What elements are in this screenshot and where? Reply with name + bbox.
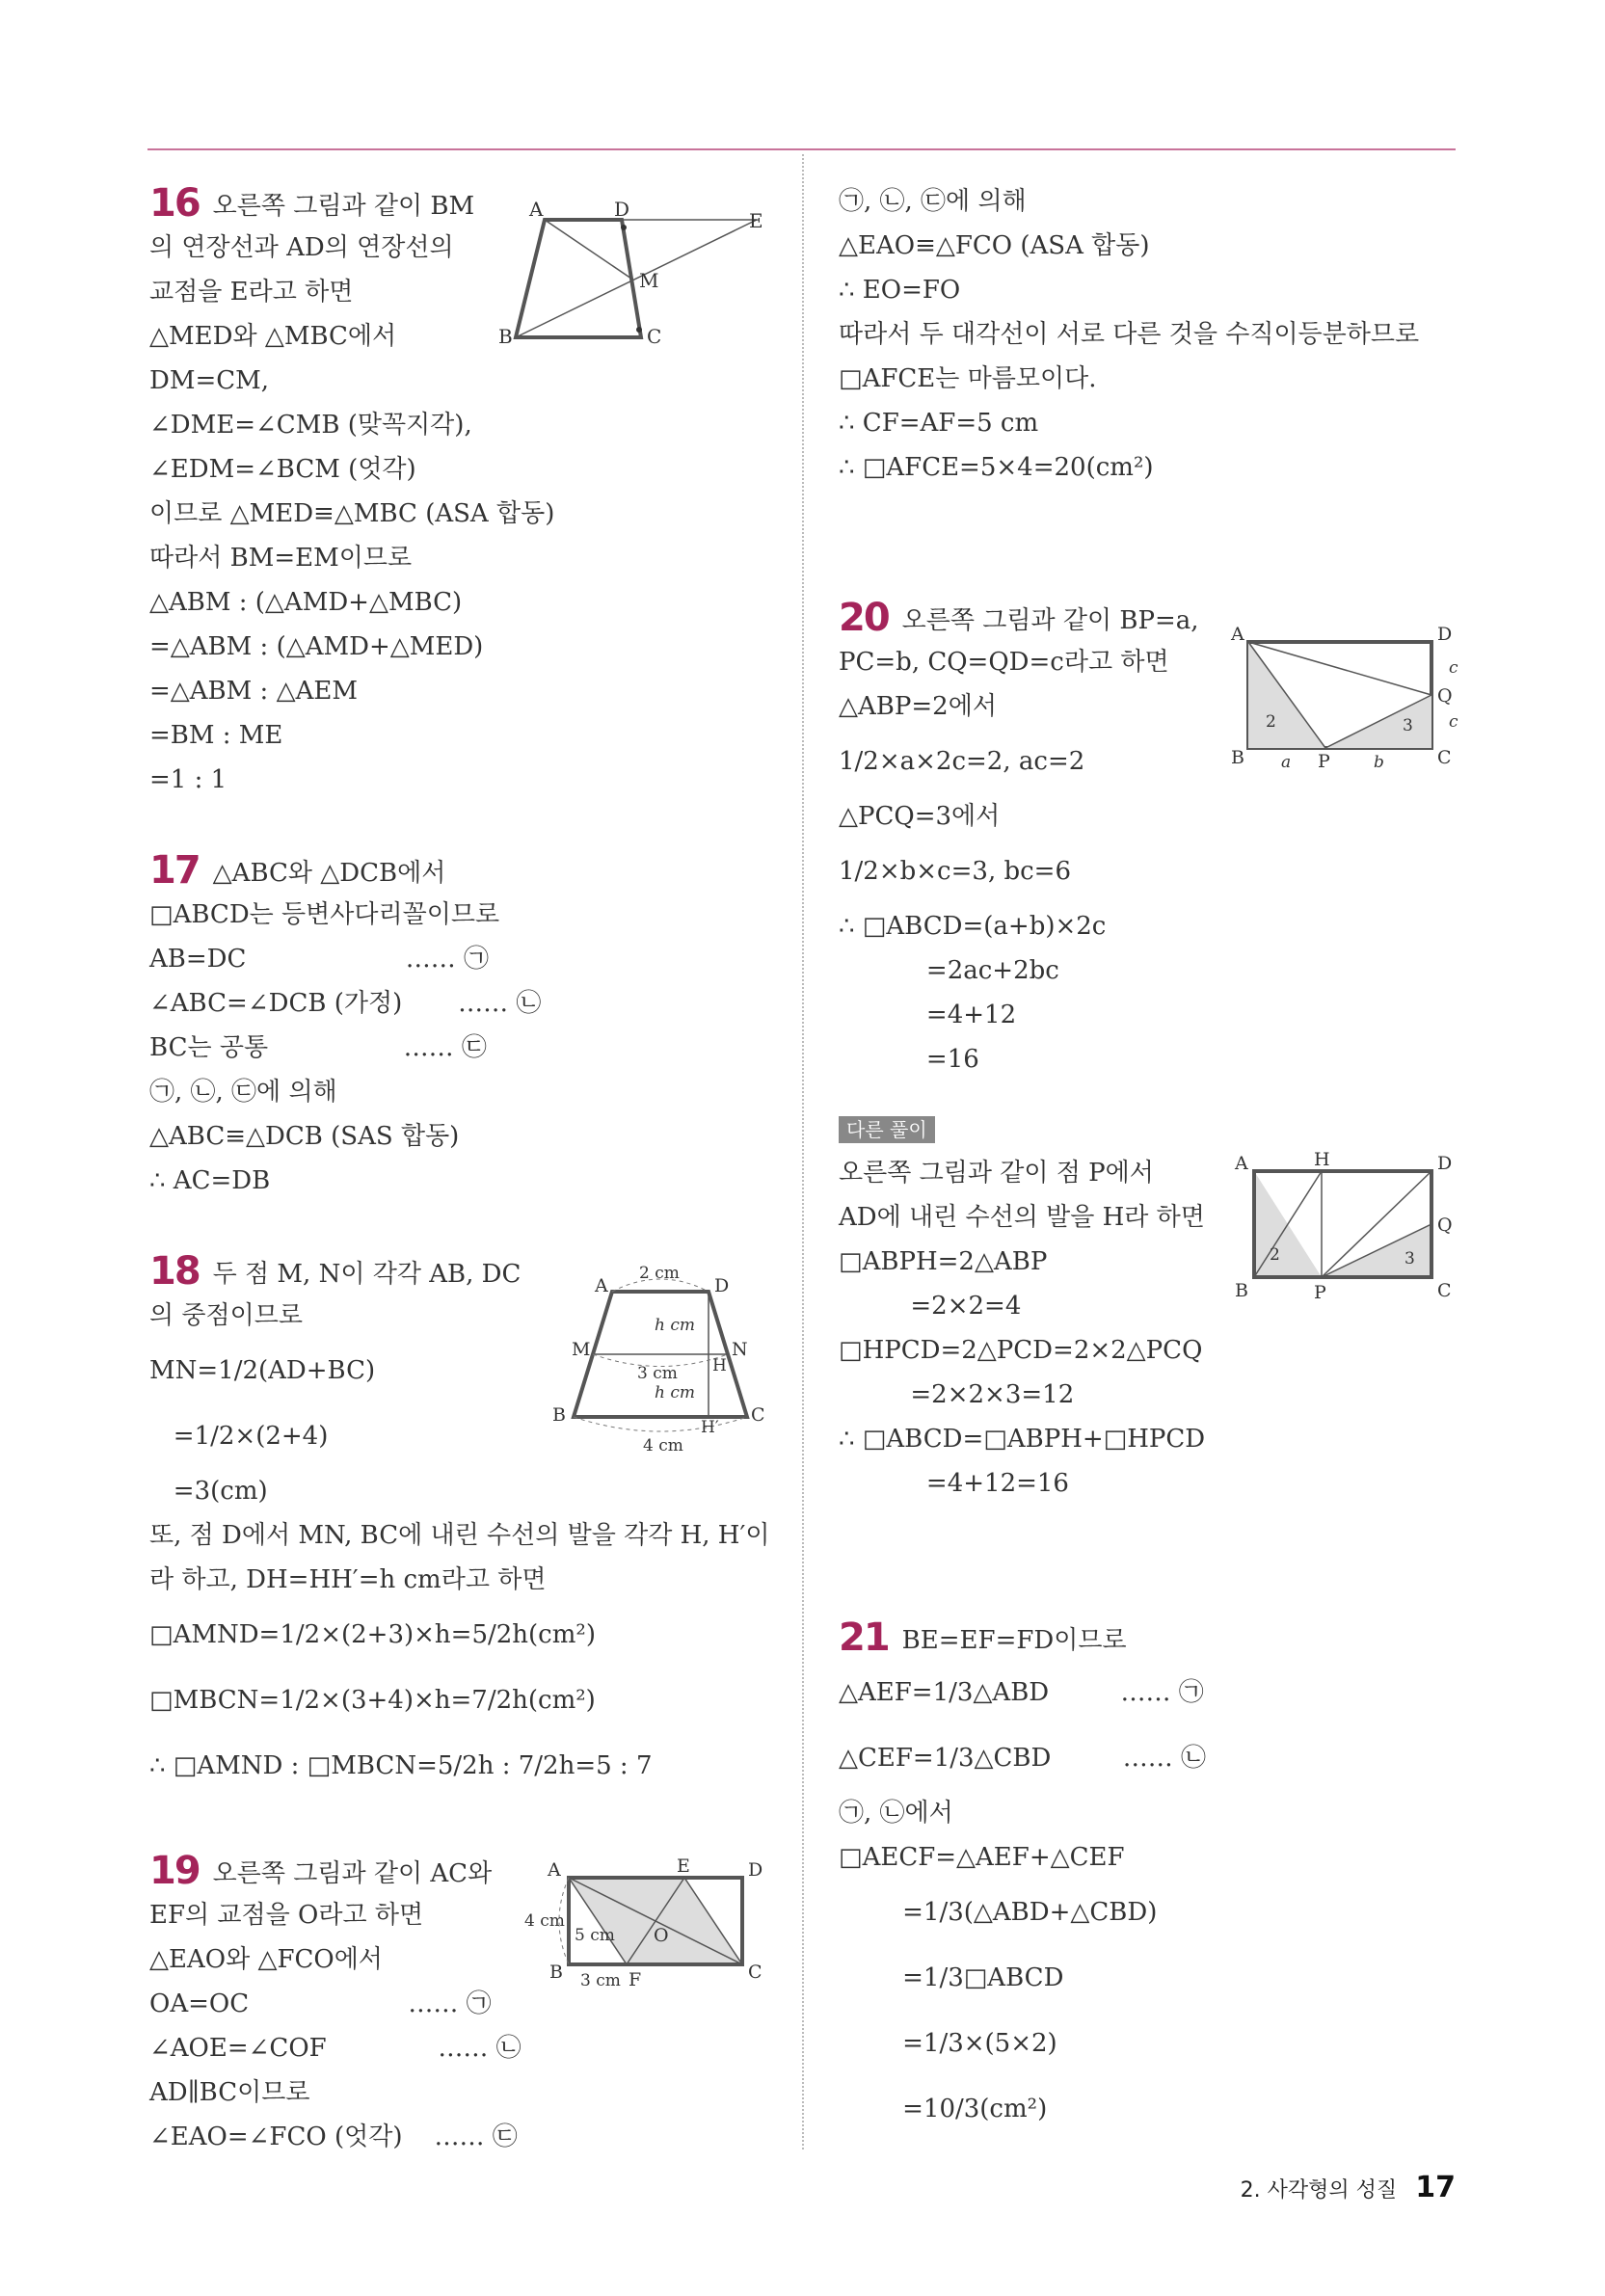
text-line: 오른쪽 그림과 같이 AC와 [212, 1859, 493, 1888]
text-line: △ABM : (△AMD+△MBC) [149, 588, 463, 617]
text-line: △CEF=1/3△CBD …… ㉡ [839, 1744, 1207, 1773]
text-line: BC는 공통 …… ㉢ [149, 1033, 487, 1062]
trapezoid-abcd [516, 220, 641, 337]
label-p: P [1318, 751, 1330, 772]
area-label-2: 2 [1266, 712, 1276, 732]
problem-19 [149, 1849, 522, 2159]
problem-number: 17 [149, 848, 200, 893]
alternate-solution [839, 1107, 1205, 1506]
label-m: M [639, 269, 659, 292]
text-line: △EAO≡△FCO (ASA 합동) [839, 231, 1150, 260]
text-line: 1/2×b×c=3, bc=6 [839, 857, 1072, 886]
page-number: 17 [1415, 2171, 1456, 2204]
label-o: O [654, 1925, 669, 1946]
label-h-prime: H′ [701, 1418, 719, 1437]
figure-20 [1219, 613, 1470, 777]
problem-number: 16 [149, 181, 200, 226]
label-d: D [748, 1859, 763, 1881]
label-var-a: a [1281, 753, 1292, 772]
label-top: 2 cm [639, 1264, 680, 1283]
text-line: ∴ □AFCE=5×4=20(cm²) [839, 453, 1154, 482]
text-line: =1/3×(5×2) [839, 2029, 1057, 2058]
text-line: □HPCD=2△PCD=2×2△PCQ [839, 1336, 1203, 1365]
label-c: C [1437, 747, 1452, 768]
text-line: 이므로 △MED≡△MBC (ASA 합동) [149, 499, 555, 528]
text-line: 오른쪽 그림과 같이 BM [212, 192, 475, 221]
text-line: △ABP=2에서 [839, 692, 997, 721]
label-a: A [595, 1275, 608, 1296]
problem-17 [149, 848, 541, 1203]
text-line: =2×2=4 [839, 1292, 1022, 1321]
label-bottom: 4 cm [643, 1436, 683, 1455]
label-h2: h cm [655, 1383, 695, 1402]
label-p: P [1314, 1282, 1326, 1303]
text-line: =2ac+2bc [839, 956, 1059, 985]
text-line: 라 하고, DH=HH′=h cm라고 하면 [149, 1565, 547, 1594]
text-line: ㉠, ㉡에서 [839, 1799, 953, 1828]
text-line: BE=EF=FD이므로 [901, 1626, 1127, 1655]
text-line: =3(cm) [149, 1477, 268, 1506]
text-line: ∴ EO=FO [839, 276, 961, 305]
figure-16 [487, 193, 776, 357]
label-c: C [748, 1962, 762, 1983]
text-line: 두 점 M, N이 각각 AB, DC [212, 1260, 522, 1289]
text-line: △ABC≡△DCB (SAS 합동) [149, 1122, 460, 1151]
problem-21 [839, 1615, 1206, 2142]
label-e: E [677, 1855, 690, 1877]
chapter-title: 2. 사각형의 성질 [1240, 2178, 1398, 2203]
label-a: A [548, 1859, 561, 1881]
label-h1: h cm [655, 1316, 695, 1335]
text-line: ∠EAO=∠FCO (엇각) …… ㉢ [149, 2122, 518, 2151]
text-line: =△ABM : △AEM [149, 677, 358, 706]
text-line: PC=b, CQ=QD=c라고 하면 [839, 648, 1169, 677]
label-q: Q [1437, 685, 1453, 707]
line-am [545, 220, 631, 279]
label-b: B [498, 325, 513, 348]
text-line: 의 연장선과 AD의 연장선의 [149, 233, 454, 262]
label-var-b: b [1374, 753, 1384, 772]
label-d: D [614, 198, 630, 221]
label-b: B [549, 1962, 563, 1983]
text-line: EF의 교점을 O라고 하면 [149, 1901, 424, 1930]
label-q: Q [1437, 1215, 1453, 1236]
text-line: =1/3□ABCD [839, 1963, 1064, 1992]
label-c: C [647, 325, 662, 348]
column-divider [802, 154, 804, 2149]
text-line: ∴ AC=DB [149, 1166, 271, 1195]
text-line: □MBCN=1/2×(3+4)×h=7/2h(cm²) [149, 1686, 596, 1715]
page-footer [1241, 2171, 1456, 2204]
text-line: △ABC와 △DCB에서 [212, 859, 446, 888]
text-line: =2×2×3=12 [839, 1380, 1075, 1409]
text-line: 또, 점 D에서 MN, BC에 내린 수선의 발을 각각 H, H′이 [149, 1521, 770, 1550]
figure-18 [545, 1253, 776, 1460]
text-line: 1/2×a×2c=2, ac=2 [839, 747, 1085, 776]
text-line: □AFCE는 마름모이다. [839, 364, 1097, 393]
label-diag: 5 cm [575, 1926, 615, 1945]
label-var-c1: c [1449, 658, 1458, 678]
label-d: D [1437, 624, 1453, 645]
label-mid: 3 cm [637, 1364, 678, 1383]
text-line: ∠ABC=∠DCB (가정) …… ㉡ [149, 989, 542, 1018]
area-label-3: 3 [1403, 716, 1413, 735]
text-line: AB=DC …… ㉠ [149, 945, 489, 974]
text-line: △PCQ=3에서 [839, 802, 1001, 831]
text-line: MN=1/2(AD+BC) [149, 1356, 376, 1385]
text-line: =1 : 1 [149, 765, 227, 794]
text-line: OA=OC …… ㉠ [149, 1989, 492, 2018]
label-a: A [1235, 1153, 1248, 1174]
problem-number: 19 [149, 1849, 200, 1893]
label-b: B [1231, 747, 1244, 768]
text-line: ∠AOE=∠COF …… ㉡ [149, 2034, 522, 2063]
text-line: 의 중점이므로 [149, 1301, 303, 1330]
text-line: □AECF=△AEF+△CEF [839, 1843, 1125, 1872]
problem-20 [839, 596, 1199, 1081]
text-line: 따라서 두 대각선이 서로 다른 것을 수직이등분하므로 [839, 320, 1420, 349]
text-line: ∴ □AMND : □MBCN=5/2h : 7/2h=5 : 7 [149, 1751, 653, 1780]
label-m: M [572, 1339, 591, 1360]
label-b: B [1235, 1280, 1248, 1301]
problem-number: 21 [839, 1615, 889, 1660]
label-h: H [1314, 1149, 1330, 1170]
text-line: 교점을 E라고 하면 [149, 278, 354, 307]
figure-20-alt [1219, 1142, 1470, 1306]
text-line: 오른쪽 그림과 같이 점 P에서 [839, 1159, 1154, 1188]
text-line: ∠EDM=∠BCM (엇각) [149, 455, 416, 484]
area-label-2: 2 [1270, 1245, 1280, 1265]
text-line: ∴ CF=AF=5 cm [839, 409, 1039, 438]
text-line: ∠DME=∠CMB (맞꼭지각), [149, 411, 472, 440]
label-f: F [629, 1969, 642, 1990]
text-line: =4+12 [839, 1001, 1017, 1029]
label-c: C [1437, 1280, 1452, 1301]
text-line: 오른쪽 그림과 같이 BP=a, [901, 606, 1199, 635]
text-line: DM=CM, [149, 366, 270, 395]
text-line: AD에 내린 수선의 발을 H라 하면 [839, 1203, 1205, 1232]
text-line: △AEF=1/3△ABD …… ㉠ [839, 1678, 1204, 1707]
alt-solution-tag: 다른 풀이 [839, 1116, 935, 1143]
label-bf: 3 cm [580, 1971, 621, 1990]
text-line: □AMND=1/2×(2+3)×h=5/2h(cm²) [149, 1620, 596, 1649]
text-line: ∴ □ABCD=□ABPH+□HPCD [839, 1425, 1206, 1454]
text-line: =△ABM : (△AMD+△MED) [149, 632, 484, 661]
label-b: B [552, 1404, 566, 1426]
problem-19-continued [839, 179, 1419, 490]
label-c: C [751, 1404, 765, 1426]
text-line: AD∥BC이므로 [149, 2078, 310, 2107]
problem-number: 20 [839, 596, 889, 640]
text-line: =4+12=16 [839, 1469, 1069, 1498]
text-line: □ABCD는 등변사다리꼴이므로 [149, 900, 500, 929]
area-label-3: 3 [1404, 1249, 1415, 1268]
text-line: △EAO와 △FCO에서 [149, 1945, 383, 1974]
label-side: 4 cm [524, 1911, 565, 1931]
text-line: =1/3(△ABD+△CBD) [839, 1898, 1158, 1927]
text-line: =16 [839, 1045, 979, 1074]
text-line: ㉠, ㉡, ㉢에 의해 [149, 1078, 337, 1107]
problem-number: 18 [149, 1249, 200, 1294]
text-line: =1/2×(2+4) [149, 1422, 329, 1451]
label-d: D [1437, 1153, 1453, 1174]
label-d: D [714, 1275, 730, 1296]
text-line: □ABPH=2△ABP [839, 1247, 1048, 1276]
text-line: △MED와 △MBC에서 [149, 322, 397, 351]
text-line: =BM : ME [149, 721, 283, 750]
label-e: E [749, 209, 763, 232]
figure-19 [521, 1849, 781, 1998]
label-h: H [712, 1356, 727, 1375]
text-line: ∴ □ABCD=(a+b)×2c [839, 912, 1107, 941]
text-line: 따라서 BM=EM이므로 [149, 544, 413, 573]
text-line: ㉠, ㉡, ㉢에 의해 [839, 187, 1027, 216]
label-a: A [529, 198, 544, 221]
label-a: A [1231, 624, 1244, 645]
label-var-c2: c [1449, 712, 1458, 732]
header-rule [147, 148, 1456, 150]
text-line: =10/3(cm²) [839, 2095, 1048, 2123]
label-n: N [732, 1339, 748, 1360]
